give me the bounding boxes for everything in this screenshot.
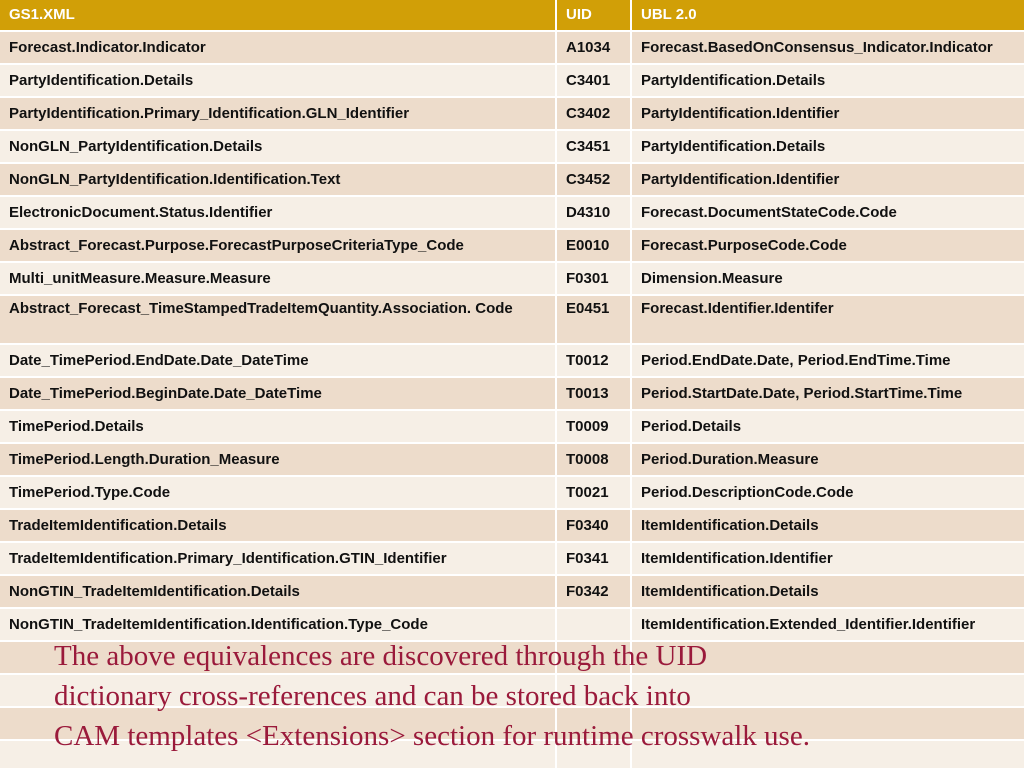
gs1-cell: TradeItemIdentification.Details	[0, 509, 556, 542]
table-row	[0, 31, 1024, 64]
table-row	[0, 262, 1024, 295]
gs1-cell: TimePeriod.Type.Code	[0, 476, 556, 509]
gs1-cell: TimePeriod.Length.Duration_Measure	[0, 443, 556, 476]
header-uid: UID	[556, 0, 631, 31]
gs1-cell: Forecast.Indicator.Indicator	[0, 31, 556, 64]
ubl-cell: Dimension.Measure	[631, 262, 1024, 295]
ubl-cell: Period.Duration.Measure	[631, 443, 1024, 476]
table-row	[0, 64, 1024, 97]
uid-cell: A1034	[556, 31, 631, 64]
ubl-cell: Forecast.Identifier.Identifer	[631, 295, 1024, 344]
gs1-cell: TimePeriod.Details	[0, 410, 556, 443]
uid-cell: E0010	[556, 229, 631, 262]
uid-cell: C3401	[556, 64, 631, 97]
uid-cell: F0301	[556, 262, 631, 295]
uid-cell: F0342	[556, 575, 631, 608]
header-gs1-xml: GS1.XML	[0, 0, 556, 31]
table-row	[0, 344, 1024, 377]
ubl-cell: Period.DescriptionCode.Code	[631, 476, 1024, 509]
header-ubl: UBL 2.0	[631, 0, 1024, 31]
uid-cell: T0013	[556, 377, 631, 410]
gs1-cell: Date_TimePeriod.BeginDate.Date_DateTime	[0, 377, 556, 410]
gs1-cell: NonGLN_PartyIdentification.Details	[0, 130, 556, 163]
gs1-cell: Date_TimePeriod.EndDate.Date_DateTime	[0, 344, 556, 377]
table-row	[0, 196, 1024, 229]
ubl-cell: ItemIdentification.Extended_Identifier.Identifier	[631, 608, 1024, 641]
ubl-cell: PartyIdentification.Details	[631, 130, 1024, 163]
ubl-cell: Forecast.DocumentStateCode.Code	[631, 196, 1024, 229]
ubl-cell: ItemIdentification.Identifier	[631, 542, 1024, 575]
ubl-cell: PartyIdentification.Identifier	[631, 97, 1024, 130]
gs1-cell: NonGTIN_TradeItemIdentification.Identification.Type_Code	[0, 608, 556, 641]
ubl-cell: Period.StartDate.Date, Period.StartTime.Time	[631, 377, 1024, 410]
gs1-cell: Abstract_Forecast.Purpose.ForecastPurposeCriteriaType_Code	[0, 229, 556, 262]
table-row	[0, 542, 1024, 575]
table-row	[0, 295, 1024, 344]
explanatory-note	[54, 636, 994, 756]
table-row	[0, 476, 1024, 509]
uid-cell: F0341	[556, 542, 631, 575]
ubl-cell: ItemIdentification.Details	[631, 509, 1024, 542]
uid-cell: T0008	[556, 443, 631, 476]
gs1-cell: PartyIdentification.Details	[0, 64, 556, 97]
uid-cell: T0012	[556, 344, 631, 377]
ubl-cell: ItemIdentification.Details	[631, 575, 1024, 608]
uid-cell: T0009	[556, 410, 631, 443]
uid-cell: D4310	[556, 196, 631, 229]
gs1-cell: ElectronicDocument.Status.Identifier	[0, 196, 556, 229]
gs1-cell: Multi_unitMeasure.Measure.Measure	[0, 262, 556, 295]
uid-cell: T0021	[556, 476, 631, 509]
gs1-cell: Abstract_Forecast_TimeStampedTradeItemQuantity.Association. Code	[0, 295, 556, 344]
ubl-cell: PartyIdentification.Identifier	[631, 163, 1024, 196]
note-line: dictionary cross-references and can be stored back into	[54, 680, 691, 712]
table-row	[0, 509, 1024, 542]
table-header-row	[0, 0, 1024, 31]
note-line: The above equivalences are discovered through the UID	[54, 640, 708, 672]
table-row	[0, 443, 1024, 476]
table-row	[0, 377, 1024, 410]
table-row	[0, 410, 1024, 443]
uid-cell: C3451	[556, 130, 631, 163]
ubl-cell: Forecast.PurposeCode.Code	[631, 229, 1024, 262]
table-row	[0, 575, 1024, 608]
uid-cell: E0451	[556, 295, 631, 344]
table-row	[0, 97, 1024, 130]
note-line: CAM templates <Extensions> section for runtime crosswalk use.	[54, 720, 810, 752]
table-row	[0, 130, 1024, 163]
uid-cell: F0340	[556, 509, 631, 542]
table-row	[0, 229, 1024, 262]
gs1-cell: NonGTIN_TradeItemIdentification.Details	[0, 575, 556, 608]
table-row	[0, 163, 1024, 196]
ubl-cell: PartyIdentification.Details	[631, 64, 1024, 97]
gs1-cell: PartyIdentification.Primary_Identification.GLN_Identifier	[0, 97, 556, 130]
uid-cell: C3402	[556, 97, 631, 130]
ubl-cell: Period.Details	[631, 410, 1024, 443]
gs1-cell: TradeItemIdentification.Primary_Identification.GTIN_Identifier	[0, 542, 556, 575]
uid-cell: C3452	[556, 163, 631, 196]
ubl-cell: Period.EndDate.Date, Period.EndTime.Time	[631, 344, 1024, 377]
gs1-cell: NonGLN_PartyIdentification.Identification.Text	[0, 163, 556, 196]
ubl-cell: Forecast.BasedOnConsensus_Indicator.Indicator	[631, 31, 1024, 64]
